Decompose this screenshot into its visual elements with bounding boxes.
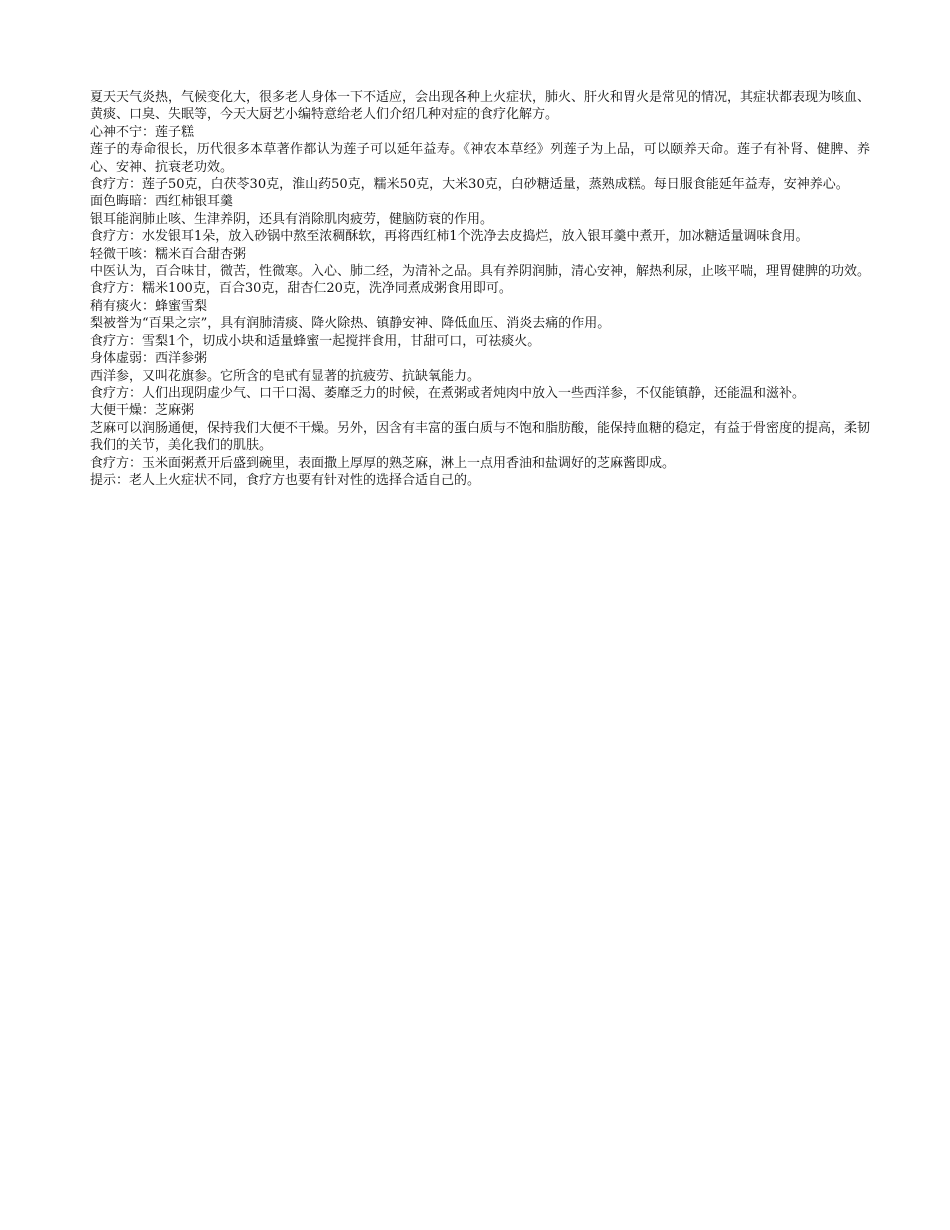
paragraph-lily-description: 中医认为，百合味甘，微苦，性微寒。入心、肺二经，为清补之品。具有养阴润肺，清心安神，解热利尿，止咳平喘，理胃健脾的功效。: [90, 264, 871, 280]
section-heading-tomato-tremella-soup: 面色晦暗：西红柿银耳羹: [90, 194, 234, 210]
intro-paragraph: 夏天天气炎热，气候变化大，很多老人身体一下不适应，会出现各种上火症状，肺火、肝火和胃火是常见的情况，其症状都表现为咳血、黄痰、口臭、失眠等，今天大厨艺小编特意给老人们介绍几种对症的食疗化解方。: [90, 90, 871, 123]
paragraph-sesame-description: 芝麻可以润肠通便，保持我们大便不干燥。另外，因含有丰富的蛋白质与不饱和脂肪酸，能保持血糖的稳定，有益于骨密度的提高，柔韧我们的关节，美化我们的肌肤。: [90, 420, 871, 454]
section-heading-ginseng-porridge: 身体虚弱：西洋参粥: [90, 351, 208, 367]
section-heading-lotus-cake: 心神不宁：莲子糕: [90, 124, 195, 140]
paragraph-pear-description: 梨被誉为“百果之宗”，具有润肺清痰、降火除热、镇静安神、降低血压、消炎去痛的作用。: [90, 316, 611, 332]
paragraph-lotus-description: 莲子的寿命很长，历代很多本草著作都认为莲子可以延年益寿。《神农本草经》列莲子为上品，可以颐养天命。莲子有补肾、健脾、养心、安神、抗衰老功效。: [90, 142, 870, 175]
paragraph-lily-recipe: 食疗方：糯米100克，百合30克，甜杏仁20克，洗净同煮成粥食用即可。: [90, 281, 512, 297]
paragraph-tremella-recipe: 食疗方：水发银耳1朵，放入砂锅中熬至浓稠酥软，再将西红柿1个洗净去皮捣烂，放入银耳羹中煮开，加冰糖适量调味食用。: [90, 229, 809, 245]
paragraph-ginseng-description: 西洋参，又叫花旗参。它所含的皂甙有显著的抗疲劳、抗缺氧能力。: [90, 368, 481, 384]
section-heading-sesame-porridge: 大便干燥：芝麻粥: [90, 403, 195, 419]
section-heading-honey-pear: 稍有痰火：蜂蜜雪梨: [90, 298, 208, 314]
document-body: [90, 89, 870, 489]
paragraph-tremella-description: 银耳能润肺止咳、生津养阴，还具有消除肌肉疲劳，健脑防衰的作用。: [90, 211, 494, 227]
paragraph-pear-recipe: 食疗方：雪梨1个，切成小块和适量蜂蜜一起搅拌食用，甘甜可口，可祛痰火。: [90, 333, 541, 349]
section-heading-lily-apricot-porridge: 轻微干咳：糯米百合甜杏粥: [90, 246, 247, 262]
paragraph-ginseng-recipe: 食疗方：人们出现阴虚少气、口干口渴、萎靡乏力的时候，在煮粥或者炖肉中放入一些西洋参，不仅能镇静，还能温和滋补。: [90, 385, 806, 401]
paragraph-sesame-recipe: 食疗方：玉米面粥煮开后盛到碗里，表面撒上厚厚的熟芝麻，淋上一点用香油和盐调好的芝麻酱即成。: [90, 455, 676, 471]
paragraph-lotus-recipe: 食疗方：莲子50克，白茯苓30克，淮山药50克，糯米50克，大米30克，白砂糖适量，蒸熟成糕。每日服食能延年益寿，安神养心。: [90, 177, 849, 193]
closing-tip: 提示：老人上火症状不同，食疗方也要有针对性的选择合适自己的。: [90, 472, 481, 488]
